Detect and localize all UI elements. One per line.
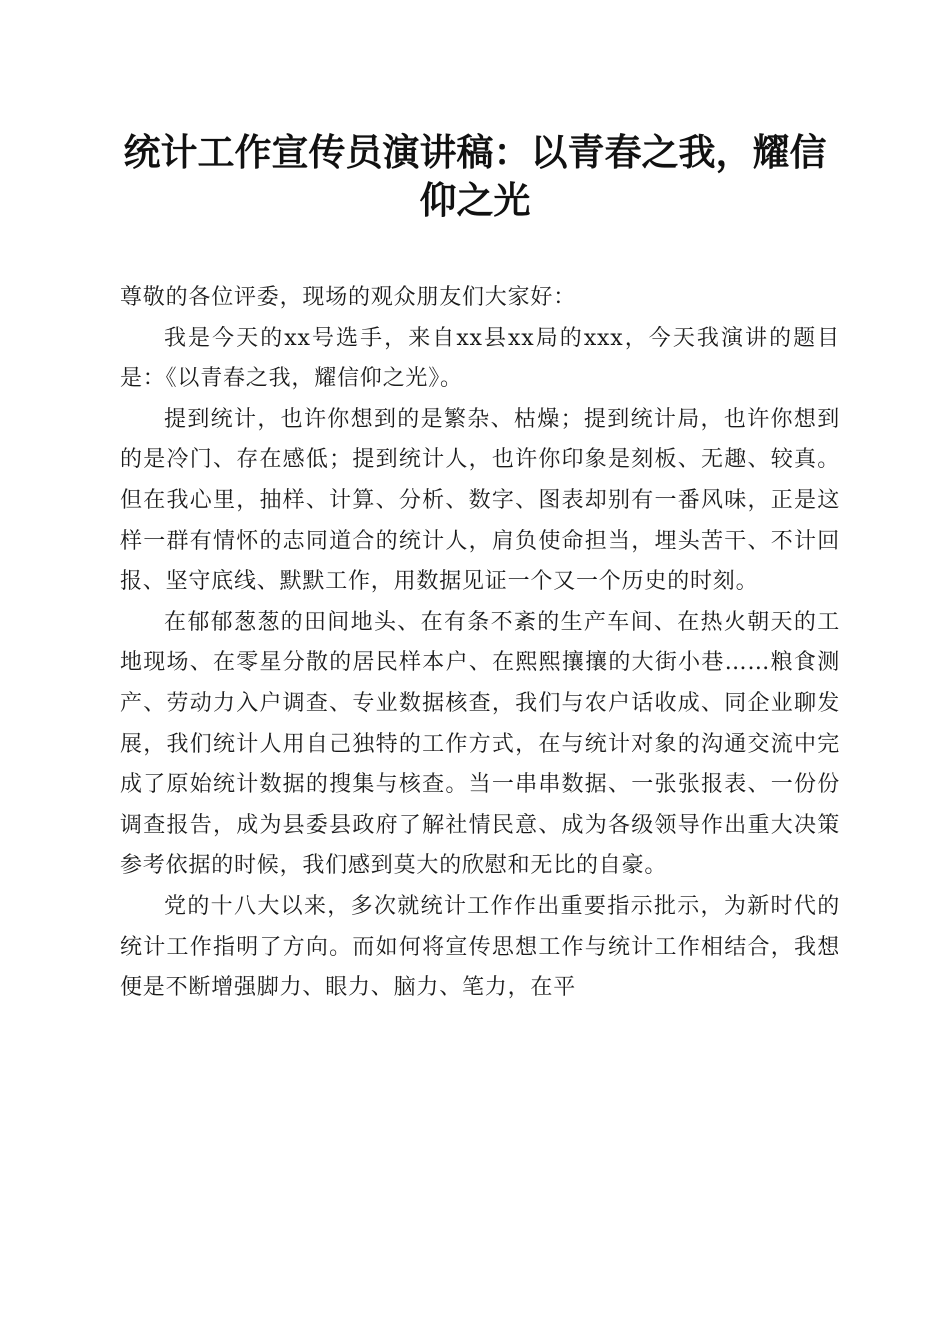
body-paragraph-3: 在郁郁葱葱的田间地头、在有条不紊的生产车间、在热火朝天的工地现场、在零星分散的居民样本户、在熙熙攘攘的大街小巷……粮食测产、劳动力入户调查、专业数据核查，我们与农户话收成、同企业聊发展，我们统计人用自己独特的工作方式，在与统计对象的沟通交流中完成了原始统计数据的搜集与核查。当一串串数据、一张张报表、一份份调查报告，成为县委县政府了解社情民意、成为各级领导作出重大决策参考依据的时候，我们感到莫大的欣慰和无比的自豪。 xyxy=(120,609,840,879)
body-paragraph-1: 我是今天的xx号选手，来自xx县xx局的xxx，今天我演讲的题目是：《以青春之我，耀信仰之光》。 xyxy=(120,325,840,392)
body-paragraph-2: 提到统计，也许你想到的是繁杂、枯燥；提到统计局，也许你想到的是冷门、存在感低；提到统计人，也许你印象是刻板、无趣、较真。但在我心里，抽样、计算、分析、数字、图表却别有一番风味，正是这样一群有情怀的志同道合的统计人，肩负使命担当，埋头苦干、不计回报、坚守底线、默默工作，用数据见证一个又一个历史的时刻。 xyxy=(120,406,840,595)
document-title: 统计工作宣传员演讲稿：以青春之我，耀信仰之光 xyxy=(123,130,827,222)
body-paragraph-4: 党的十八大以来，多次就统计工作作出重要指示批示，为新时代的统计工作指明了方向。而如何将宣传思想工作与统计工作相结合，我想便是不断增强脚力、眼力、脑力、笔力，在平 xyxy=(120,893,840,1001)
document-body xyxy=(120,278,840,1009)
greeting-paragraph: 尊敬的各位评委，现场的观众朋友们大家好： xyxy=(120,285,577,310)
